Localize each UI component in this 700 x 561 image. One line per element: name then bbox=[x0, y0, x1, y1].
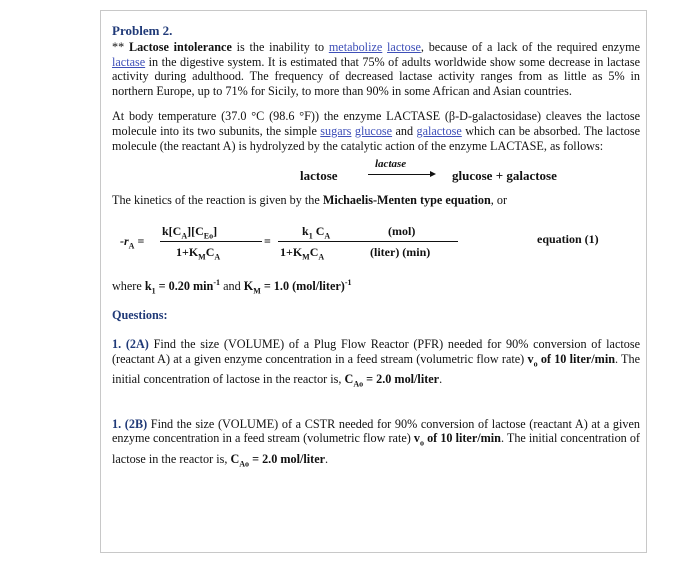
reaction-products: glucose + galactose bbox=[452, 168, 557, 184]
link-lactose[interactable]: lactose bbox=[387, 39, 421, 54]
reaction-reactant: lactose bbox=[300, 168, 338, 184]
para2-text-2: which can be absorbed. The lactose molecule (the reactant A) is hydrolyzed by the catalytic action of the enzyme LACTASE, as follows: bbox=[112, 123, 640, 153]
eq-lhs: $-r_A$ = bbox=[120, 234, 145, 251]
eq-den2: $1+K_MC_A$ bbox=[280, 245, 325, 262]
link-glucose[interactable]: glucose bbox=[354, 123, 393, 138]
kinetics-intro-text: The kinetics of the reaction is given by the bbox=[112, 193, 323, 208]
eq-fraction2-bar bbox=[278, 241, 458, 242]
constants-line: where $k_1 = 0.20$ $\min^{-1}$ and $K_M = 1.0$ (mol/liter)$^{-1}$ bbox=[112, 278, 352, 296]
eq-num2: $k_1$ $C_A$ bbox=[302, 224, 331, 241]
kinetics-intro bbox=[112, 193, 640, 208]
kinetics-intro-bold: Michaelis-Menten type equation bbox=[322, 193, 491, 208]
problem-document bbox=[112, 24, 640, 472]
problem-title: Problem 2. bbox=[112, 23, 173, 38]
eq-equals: = bbox=[264, 234, 271, 249]
intro-text-1: is the inability to bbox=[231, 39, 329, 54]
equation-label: equation (1) bbox=[537, 232, 599, 247]
link-metabolize[interactable]: metabolize bbox=[328, 39, 383, 54]
para2-text-1: At body temperature (37.0 °C (98.6 °F)) the enzyme LACTASE (β-D-galactosidase) cleaves the lactose molecule into its two subunits, the simple bbox=[112, 108, 640, 138]
intro-paragraph bbox=[112, 40, 640, 99]
eq-units-num: (mol) bbox=[388, 224, 416, 239]
link-galactose[interactable]: galactose bbox=[416, 123, 462, 138]
eq-den1: $1+K_MC_A$ bbox=[176, 245, 221, 262]
intro-bold: Lactose intolerance bbox=[128, 39, 232, 54]
question-2a: 1. (2A) Find the size (VOLUME) of a Plug Flow Reactor (PFR) needed for 90% conversion of lactose (reactant A) at a given enzyme concentration in a feed stream (volumetric flow rate) $v_o$ of 10 liter/min. The initial concentration of lactose in the reactor is, $C_{Ao} = 2.0$ mol/liter. bbox=[112, 337, 640, 389]
kinetics-intro-end: , or bbox=[490, 193, 508, 208]
link-lactase[interactable]: lactase bbox=[112, 54, 146, 69]
eq-num1: $k[C_A][C_{Eo}]$ bbox=[162, 224, 218, 241]
intro-text-3: in the digestive system. It is estimated that 75% of adults worldwide show some decrease in lactase activity during adulthood. The frequency of decreased lactase activity ranges from as little as 5% in northern Europe, up to 71% for Sicily, to more than 90% in some African and Asian countries. bbox=[112, 54, 640, 99]
link-sugars[interactable]: sugars bbox=[320, 123, 352, 138]
intro-text-2: , because of a lack of the required enzyme bbox=[420, 39, 641, 54]
questions-heading: Questions: bbox=[112, 308, 168, 323]
intro-stars: ** bbox=[112, 39, 129, 54]
question-2b: 1. (2B) Find the size (VOLUME) of a CSTR needed for 90% conversion of lactose (reactant A) at a given enzyme concentration in a feed stream (volumetric flow rate) $v_o$ of 10 liter/min. The initial concentration of lactose in the reactor is, $C_{Ao} = 2.0$ mol/liter. bbox=[112, 416, 641, 468]
eq-fraction1-bar bbox=[160, 241, 262, 242]
reaction-arrow-icon bbox=[368, 174, 434, 175]
eq-units-den: (liter) (min) bbox=[370, 245, 431, 260]
enzyme-paragraph bbox=[112, 109, 640, 153]
reaction-equation bbox=[112, 157, 640, 187]
para2-and: and bbox=[392, 123, 417, 138]
rate-equation bbox=[112, 214, 640, 272]
reaction-enzyme: lactase bbox=[375, 158, 407, 171]
